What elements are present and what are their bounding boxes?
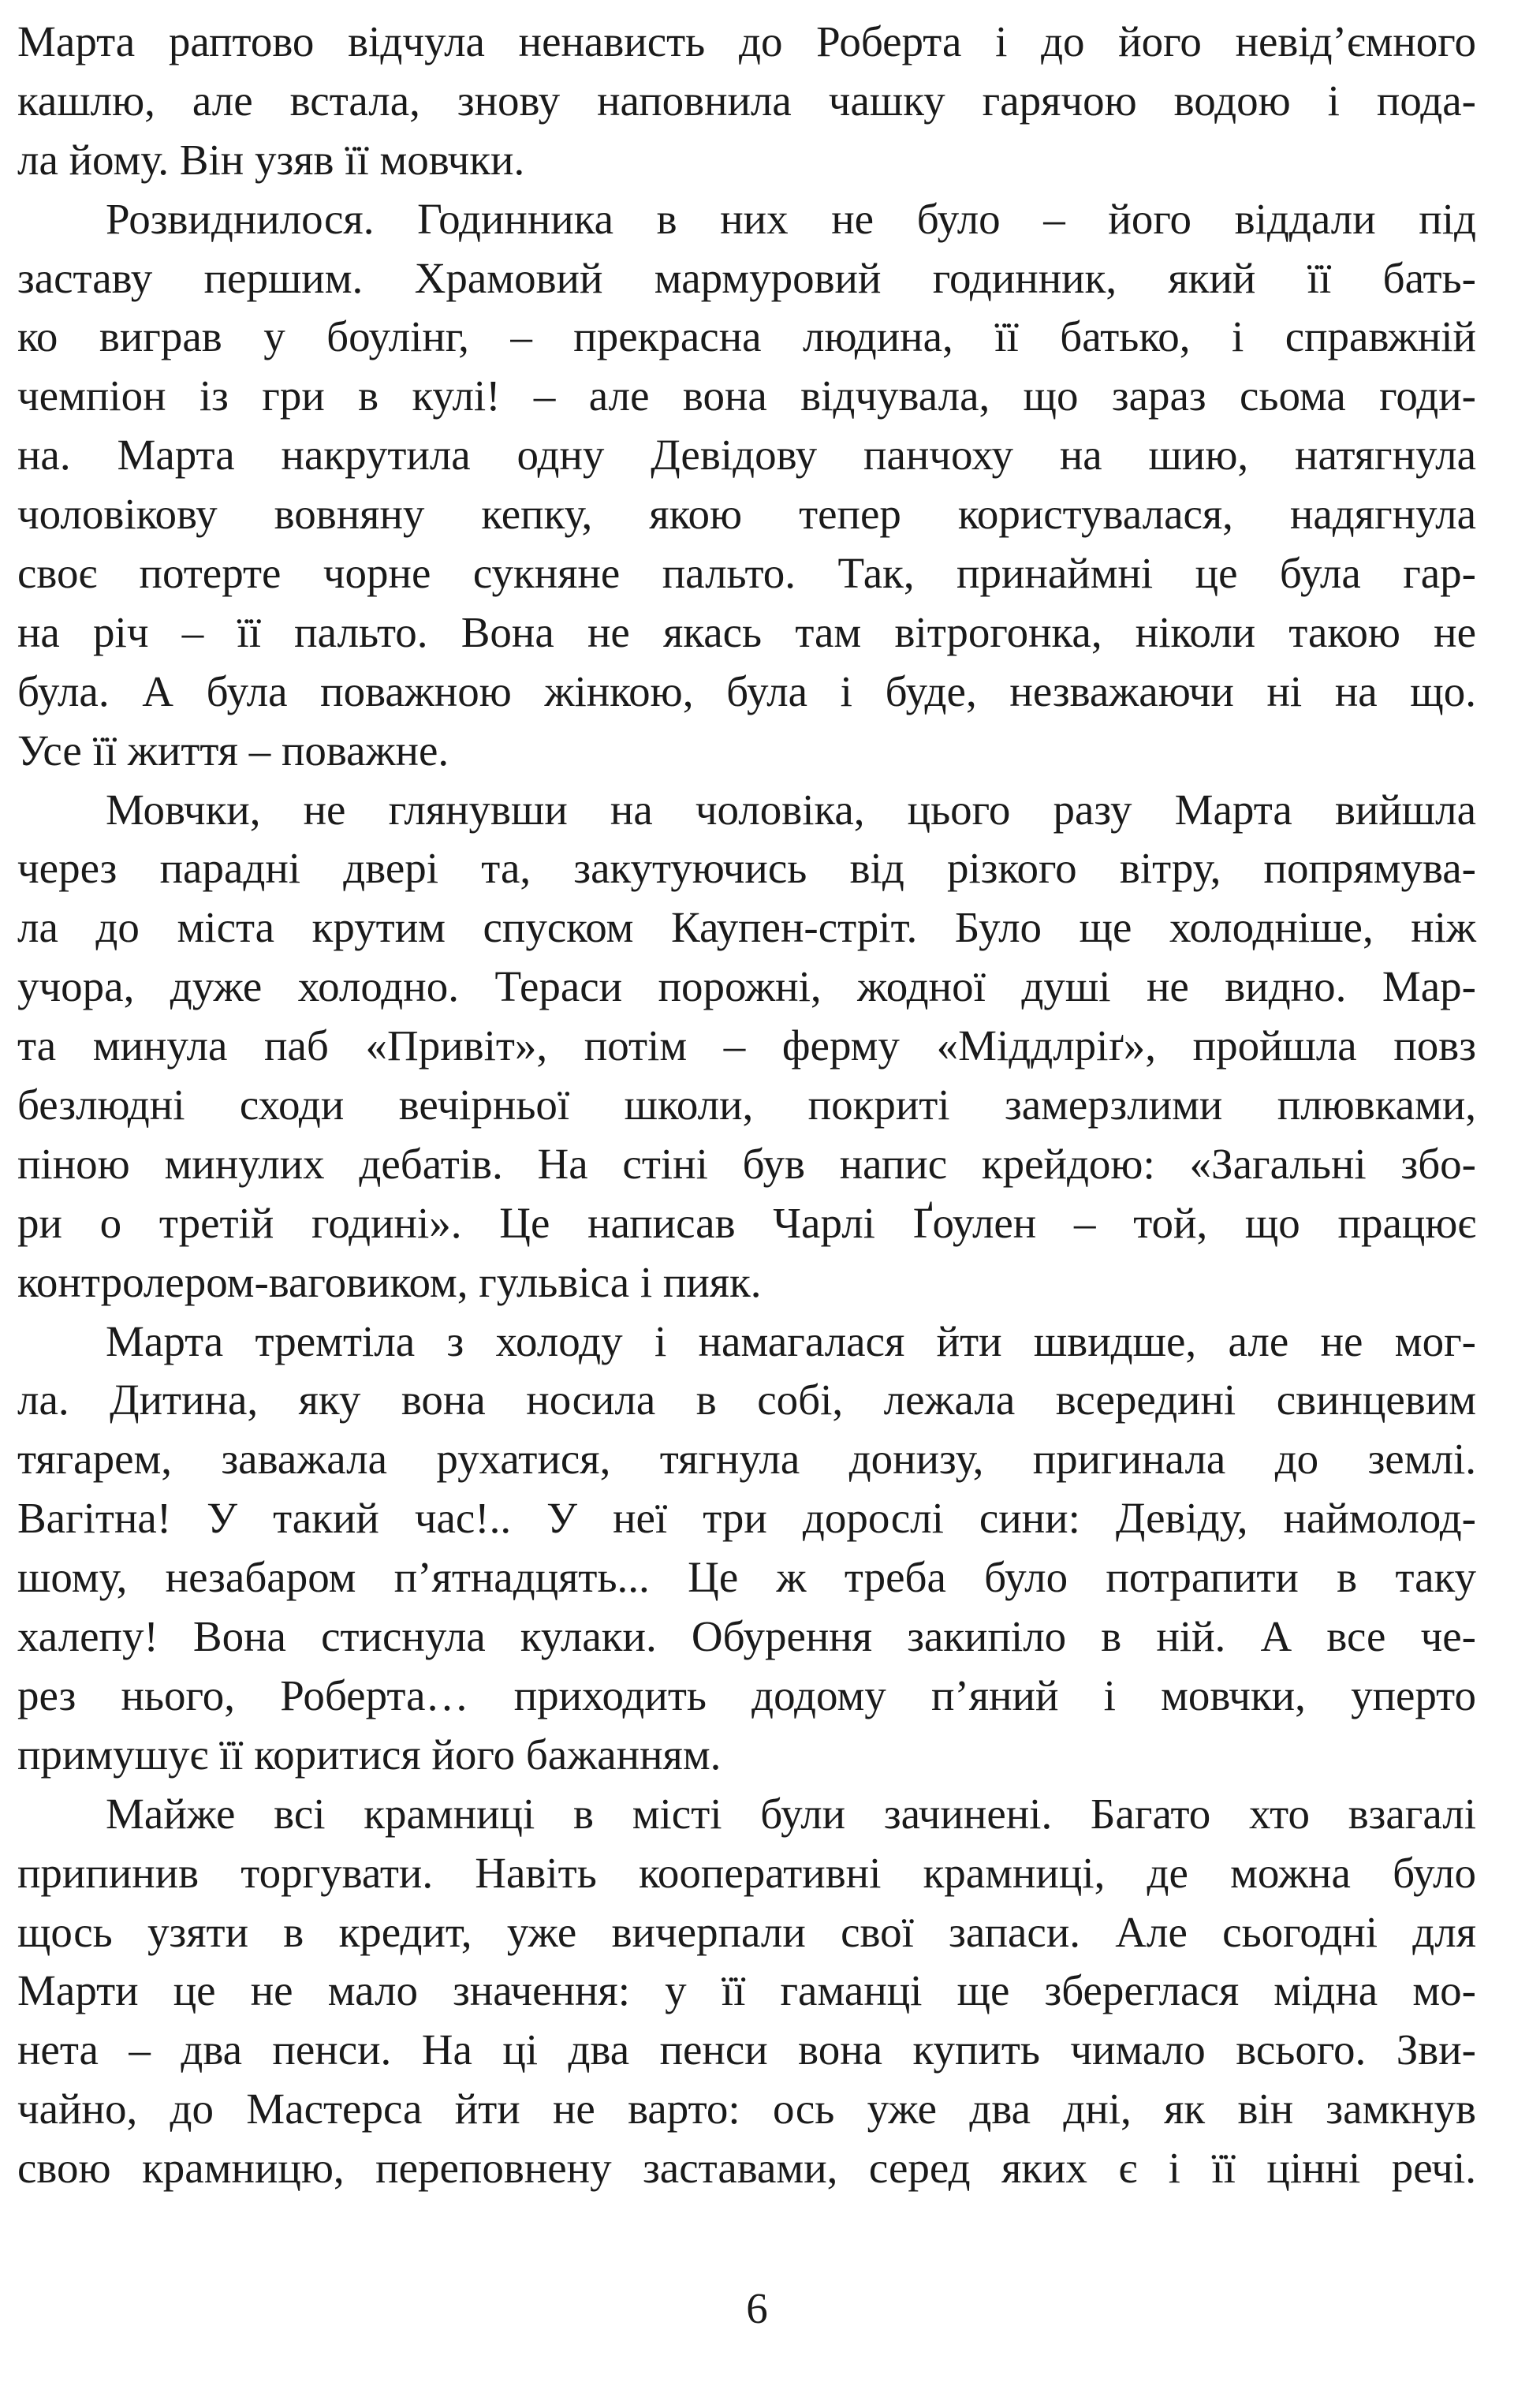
text-line: на. Марта накрутила одну Девідову панчоху на шию, натягнула: [17, 431, 1476, 480]
paragraph: [17, 1785, 1476, 2198]
text-line: шому, незабаром п’ятнадцять... Це ж треба було потрапити в таку: [17, 1553, 1476, 1602]
text-line: чемпіон із гри в кулі! – але вона відчувала, що зараз сьома годи-: [17, 371, 1476, 420]
text-line: ла йому. Він узяв її мовчки.: [17, 135, 525, 184]
text-line: Вагітна! У такий час!.. У неї три дорослі сини: Девіду, наймолод-: [17, 1494, 1476, 1543]
text-line: рез нього, Роберта… приходить додому п’яний і мовчки, уперто: [17, 1671, 1476, 1719]
text-line: ко виграв у боулінг, – прекрасна людина, її батько, і справжній: [17, 312, 1476, 361]
page-body: [17, 13, 1476, 2198]
text-line: чайно, до Мастерса йти не варто: ось уже два дні, як він замкнув: [17, 2085, 1476, 2134]
text-line: заставу першим. Храмовий мармуровий годинник, який її бать-: [17, 253, 1476, 302]
text-line: Майже всі крамниці в місті були зачинені. Багато хто взагалі: [106, 1789, 1476, 1838]
text-line: Марта тремтіла з холоду і намагалася йти швидше, але не мог-: [106, 1316, 1476, 1365]
paragraph: [17, 13, 1476, 190]
text-line: Марта раптово відчула ненависть до Роберта і до його невід’ємного: [17, 17, 1476, 65]
text-line: та минула паб «Привіт», потім – ферму «Міддлріґ», пройшла повз: [17, 1021, 1476, 1070]
text-line: була. А була поважною жінкою, була і буде, незважаючи ні на що.: [17, 666, 1476, 715]
text-line: учора, дуже холодно. Тераси порожні, жодної душі не видно. Мар-: [17, 962, 1476, 1011]
page-number: 6: [746, 2284, 768, 2332]
text-line: ла до міста крутим спуском Каупен-стріт. Було ще холодніше, ніж: [17, 903, 1476, 952]
text-line: своє потерте чорне сукняне пальто. Так, принаймні це була гар-: [17, 549, 1476, 598]
text-line: халепу! Вона стиснула кулаки. Обурення закипіло в ній. А все че-: [17, 1612, 1476, 1661]
text-line: через парадні двері та, закутуючись від різкого вітру, попрямува-: [17, 844, 1476, 893]
text-line: чоловікову вовняну кепку, якою тепер користувалася, надягнула: [17, 490, 1476, 539]
text-line: ри о третій годині». Це написав Чарлі Ґоулен – той, що працює: [17, 1198, 1476, 1247]
text-line: нета – два пенси. На ці два пенси вона купить чимало всього. Зви-: [17, 2025, 1476, 2074]
text-line: ла. Дитина, яку вона носила в собі, лежала всередині свинцевим: [17, 1376, 1476, 1424]
text-line: Розвиднилося. Годинника в них не було – його віддали під: [106, 194, 1476, 243]
text-line: піною минулих дебатів. На стіні був напис крейдою: «Загальні збо-: [17, 1139, 1476, 1188]
text-line: припинив торгувати. Навіть кооперативні крамниці, де можна було: [17, 1848, 1476, 1897]
text-line: кашлю, але встала, знову наповнила чашку гарячою водою і пода-: [17, 76, 1476, 125]
text-line: Мовчки, не глянувши на чоловіка, цього разу Марта вийшла: [106, 785, 1476, 834]
text-line: тягарем, заважала рухатися, тягнула донизу, пригинала до землі.: [17, 1435, 1476, 1484]
text-line: на річ – її пальто. Вона не якась там вітрогонка, ніколи такою не: [17, 607, 1476, 656]
text-line: щось узяти в кредит, уже вичерпали свої запаси. Але сьогодні для: [17, 1907, 1476, 1956]
text-line: контролером-ваговиком, гульвіса і пияк.: [17, 1257, 762, 1306]
paragraph: [17, 190, 1476, 781]
text-line: Марти це не мало значення: у її гаманці ще збереглася мідна мо-: [17, 1966, 1476, 2015]
text-line: безлюдні сходи вечірньої школи, покриті замерзлими плювками,: [17, 1081, 1476, 1129]
text-line: Усе її життя – поважне.: [17, 726, 449, 775]
text-line: примушує її коритися його бажанням.: [17, 1730, 722, 1779]
text-line: свою крамницю, переповнену заставами, серед яких є і її цінні речі.: [17, 2144, 1476, 2193]
paragraph: [17, 781, 1476, 1312]
paragraph: [17, 1312, 1476, 1785]
